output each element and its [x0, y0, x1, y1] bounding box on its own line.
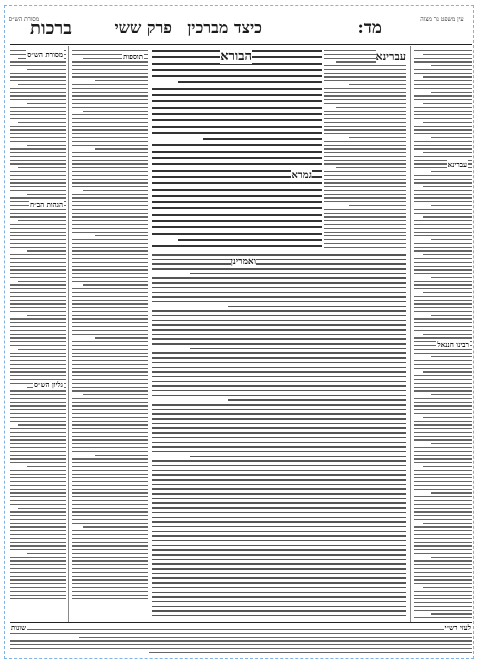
mesoret-header: מסורת הש״ס [8, 16, 40, 23]
rashi-lower-commentary [152, 254, 406, 620]
gemara-section-word: גמרא [291, 170, 312, 181]
tosafot-commentary [72, 50, 148, 620]
lower-section-word: ואמרינן [230, 257, 256, 267]
talmud-page [10, 14, 472, 656]
gemara-opening-word: הבורא [220, 50, 252, 64]
ein-mishpat-column [414, 50, 472, 620]
perek-number: פרק ששי [114, 18, 172, 37]
tractate-name: ברכות [30, 18, 72, 39]
column-divider-left [68, 46, 69, 622]
gilyon-label: גליון הש״ס [33, 380, 63, 389]
rashi-opening-word: עברינא [375, 50, 406, 63]
chapter-name: כיצד מברכין [187, 18, 262, 37]
page-number: מד: [357, 18, 382, 38]
ein-mishpat-header: עין משפט נר מצוה [420, 16, 464, 23]
gemara-text [152, 50, 322, 250]
footer-bar [10, 622, 472, 657]
laazei-rashi-label: לעזי רש״י [444, 623, 471, 632]
rashi-label: עברינא [447, 160, 467, 169]
page-header [10, 14, 472, 45]
column-divider [410, 46, 411, 622]
rabbeinu-chananel-label: רבינו חננאל [437, 340, 469, 349]
mesoret-hashas-column [10, 50, 66, 620]
hagahot-label: הגהות הב״ח [29, 200, 63, 209]
tosafot-label: תוספות [123, 52, 143, 61]
rashi-commentary [324, 50, 406, 250]
footer-misc-label: שונות [11, 623, 27, 632]
mesoret-label: מסורת הש״ס [27, 50, 63, 59]
